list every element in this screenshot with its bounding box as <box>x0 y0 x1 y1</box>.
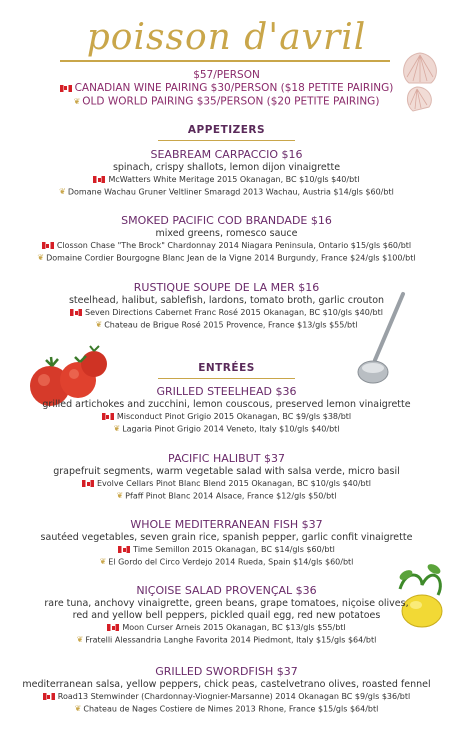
dish-description: sautéed vegetables, seven grain rice, spanish pepper, garlic confit vinaigrette <box>40 532 413 543</box>
globe-icon: ❦ <box>73 97 81 106</box>
wine-old-world <box>0 703 453 716</box>
wine-old-world <box>0 186 453 199</box>
canadian-pairing <box>0 82 453 95</box>
menu-title-wrap <box>0 18 453 58</box>
wine-canadian-text: Evolve Cellars Pinot Blanc Blend 2015 Okanagan, BC $10/gls $40/btl <box>97 479 371 488</box>
menu-title: poisson d'avril <box>86 17 367 58</box>
dish-description: mixed greens, romesco sauce <box>155 228 298 239</box>
dish-nicoise-salad <box>0 584 453 647</box>
canada-flag-icon <box>82 480 94 487</box>
wine-canadian <box>0 478 453 490</box>
dish-seabream <box>0 148 453 199</box>
globe-icon: ❦ <box>37 253 45 262</box>
wine-canadian <box>0 411 453 423</box>
wine-canadian <box>0 622 453 634</box>
dish-name: GRILLED STEELHEAD $36 <box>156 385 297 398</box>
dish-description: grapefruit segments, warm vegetable salad with salsa verde, micro basil <box>53 466 400 477</box>
dish-name: PACIFIC HALIBUT $37 <box>168 452 285 465</box>
appetizers-heading: APPETIZERS <box>187 124 266 136</box>
wine-old-world-text: Domaine Cordier Bourgogne Blanc Jean de la Vigne 2014 Burgundy, France $24/gls $100/btl <box>46 253 416 263</box>
dish-swordfish <box>0 665 453 716</box>
globe-icon: ❦ <box>113 424 121 433</box>
globe-icon: ❦ <box>59 187 66 196</box>
wine-canadian <box>0 691 453 703</box>
wine-old-world-text: Chateau de Brigue Rosé 2015 Provence, France $13/gls $55/btl <box>104 320 358 330</box>
wine-canadian-text: Closson Chase "The Brock" Chardonnay 2014 Niagara Peninsula, Ontario $15/gls $60/btl <box>56 241 412 250</box>
wine-canadian <box>0 174 453 186</box>
old-world-pairing-text: OLD WORLD PAIRING $35/PERSON ($20 PETITE PAIRING) <box>82 95 380 108</box>
wine-old-world <box>0 423 453 436</box>
wine-old-world <box>0 490 453 503</box>
canadian-pairing-text: CANADIAN WINE PAIRING $30/PERSON ($18 PETITE PAIRING) <box>74 82 394 94</box>
dish-description: grilled artichokes and zucchini, lemon couscous, preserved lemon vinaigrette <box>42 399 411 410</box>
title-underline <box>60 60 390 62</box>
wine-canadian-text: Time Semillon 2015 Okanagan, BC $14/gls $60/btl <box>133 545 335 554</box>
price-block <box>0 69 453 109</box>
wine-old-world <box>0 252 453 265</box>
wine-canadian-text: Road13 Stemwinder (Chardonnay-Viognier-Marsanne) 2014 Okanagan BC $9/gls $36/btl <box>57 692 411 701</box>
canada-flag-icon <box>93 176 105 183</box>
entrees-heading: ENTRÉES <box>198 362 255 374</box>
wine-old-world-text: Fratelli Alessandria Langhe Favorita 2014 Piedmont, Italy $15/gls $64/btl <box>85 635 377 645</box>
old-world-pairing <box>0 95 453 109</box>
wine-canadian <box>0 240 453 252</box>
wine-old-world-text: Pfaff Pinot Blanc 2014 Alsace, France $12/gls $50/btl <box>125 491 337 501</box>
wine-old-world-text: Lagaria Pinot Grigio 2014 Veneto, Italy $10/gls $40/btl <box>122 424 340 434</box>
wine-canadian <box>0 544 453 556</box>
canada-flag-icon <box>60 85 72 92</box>
canada-flag-icon <box>42 242 54 249</box>
menu-price: $57/PERSON <box>193 69 260 81</box>
dish-description: steelhead, halibut, sablefish, lardons, tomato broth, garlic crouton <box>68 295 385 306</box>
dish-steelhead <box>0 385 453 436</box>
globe-icon: ❦ <box>95 320 103 329</box>
dish-mediterranean-fish <box>0 518 453 569</box>
dish-halibut <box>0 452 453 503</box>
dish-name: NIÇOISE SALAD PROVENÇAL $36 <box>136 584 317 597</box>
wine-old-world-text: Chateau de Nages Costiere de Nimes 2013 Rhone, France $15/gls $64/btl <box>83 704 379 714</box>
globe-icon: ❦ <box>76 635 84 644</box>
globe-icon: ❦ <box>99 557 107 566</box>
dish-cod-brandade <box>0 214 453 265</box>
wine-canadian-text: McWatters White Meritage 2015 Okanagan, BC $10/gls $40/btl <box>108 175 360 184</box>
dish-name: SMOKED PACIFIC COD BRANDADE $16 <box>121 214 332 227</box>
dish-description-line-2: red and yellow bell peppers, pickled quail egg, red new potatoes <box>72 610 381 621</box>
wine-canadian-text: Moon Curser Arneis 2015 Okanagan, BC $13/gls $55/btl <box>122 623 346 632</box>
wine-old-world <box>0 556 453 569</box>
dish-description: spinach, crispy shallots, lemon dijon vinaigrette <box>112 162 341 173</box>
wine-old-world <box>0 634 453 647</box>
dish-name: SEABREAM CARPACCIO $16 <box>150 148 303 161</box>
appetizers-divider <box>158 140 295 141</box>
dish-name: RUSTIQUE SOUPE DE LA MER $16 <box>133 281 320 294</box>
wine-canadian-text: Seven Directions Cabernet Franc Rosé 2015 Okanagan, BC $10/gls $40/btl <box>85 308 383 317</box>
canada-flag-icon <box>107 624 119 631</box>
dish-description: rare tuna, anchovy vinaigrette, green beans, grape tomatoes, niçoise olives, <box>44 598 409 609</box>
dish-description: mediterranean salsa, yellow peppers, chick peas, castelvetrano olives, roasted fennel <box>22 679 431 690</box>
globe-icon: ❦ <box>116 491 124 500</box>
dish-name: WHOLE MEDITERRANEAN FISH $37 <box>130 518 323 531</box>
ladle-icon <box>355 290 415 390</box>
canada-flag-icon <box>102 413 114 420</box>
entrees-divider <box>158 378 295 379</box>
dish-name: GRILLED SWORDFISH $37 <box>155 665 298 678</box>
wine-old-world-text: Domane Wachau Gruner Veltliner Smaragd 2013 Wachau, Austria $14/gls $60/btl <box>67 187 394 197</box>
wine-canadian-text: Misconduct Pinot Grigio 2015 Okanagan, BC $9/gls $38/btl <box>116 412 352 421</box>
globe-icon: ❦ <box>74 704 82 713</box>
wine-old-world-text: El Gordo del Circo Verdejo 2014 Rueda, Spain $14/gls $60/btl <box>108 557 354 567</box>
canada-flag-icon <box>43 693 55 700</box>
canada-flag-icon <box>118 546 130 553</box>
canada-flag-icon <box>70 309 82 316</box>
